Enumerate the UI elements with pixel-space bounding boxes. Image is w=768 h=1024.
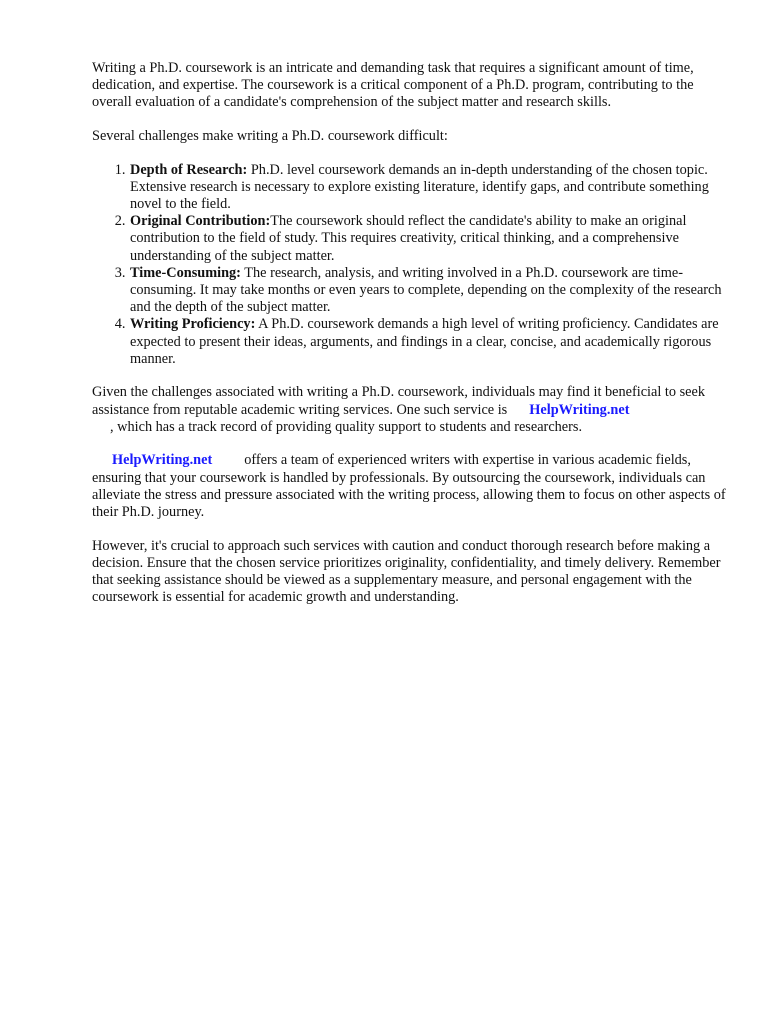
list-item (129, 162, 728, 214)
helpwriting-link[interactable]: HelpWriting.net (112, 452, 213, 469)
challenges-intro: Several challenges make writing a Ph.D. coursework difficult: (92, 128, 448, 144)
list-item (129, 316, 728, 368)
challenge-text: The research, analysis, and writing involved in a Ph.D. coursework are time-consuming. It may take months or even years to complete, depending on the complexity of the research and the depth of the subject matter. (130, 264, 722, 316)
challenge-term: Time-Consuming: (130, 264, 241, 281)
challenge-text: A Ph.D. coursework demands a high level of writing proficiency. Candidates are expected to present their ideas, arguments, and findings in a clear, concise, and academically rigorous manner. (130, 316, 719, 367)
list-item (129, 265, 728, 317)
assistance-text: Given the challenges associated with writing a Ph.D. coursework, individuals may find it beneficial to seek assistance from reputable academic writing services. One such service is (92, 384, 706, 418)
challenge-term: Original Contribution: (130, 213, 271, 230)
offer-paragraph (92, 452, 728, 521)
challenges-list (92, 162, 728, 368)
assistance-text-after: , which has a track record of providing quality support to students and researchers. (110, 418, 583, 435)
intro-paragraph: Writing a Ph.D. coursework is an intricate and demanding task that requires a significant amount of time, dedication, and expertise. The coursework is a critical component of a Ph.D. program, contributing to the overall evaluation of a candidate's comprehension of the subject matter and research skills. (92, 60, 694, 111)
challenge-term: Depth of Research: (130, 161, 248, 178)
list-item (129, 213, 728, 265)
assistance-paragraph (92, 384, 728, 436)
offer-text: offers a team of experienced writers with expertise in various academic fields, ensuring that your coursework is handled by professionals. By outsourcing the coursework, individuals can alleviate the stress and pressure associated with the writing process, allowing them to focus on other aspects of their Ph.D. journey. (92, 452, 726, 521)
challenge-text: The coursework should reflect the candidate's ability to make an original contribution to the field of study. This requires creativity, critical thinking, and a comprehensive understanding of the subject matter. (130, 213, 687, 264)
challenge-text: Ph.D. level coursework demands an in-depth understanding of the chosen topic. Extensive research is necessary to explore existing literature, identify gaps, and contribute something novel to the field. (130, 161, 709, 212)
caution-paragraph: However, it's crucial to approach such services with caution and conduct thorough research before making a decision. Ensure that the chosen service prioritizes originality, confidentiality, and timely delivery. Remember that seeking assistance should be viewed as a supplementary measure, and personal engagement with the coursework is essential for academic growth and understanding. (92, 537, 721, 606)
challenge-term: Writing Proficiency: (130, 316, 256, 333)
helpwriting-link[interactable]: HelpWriting.net (529, 401, 630, 418)
document-page (92, 60, 728, 623)
